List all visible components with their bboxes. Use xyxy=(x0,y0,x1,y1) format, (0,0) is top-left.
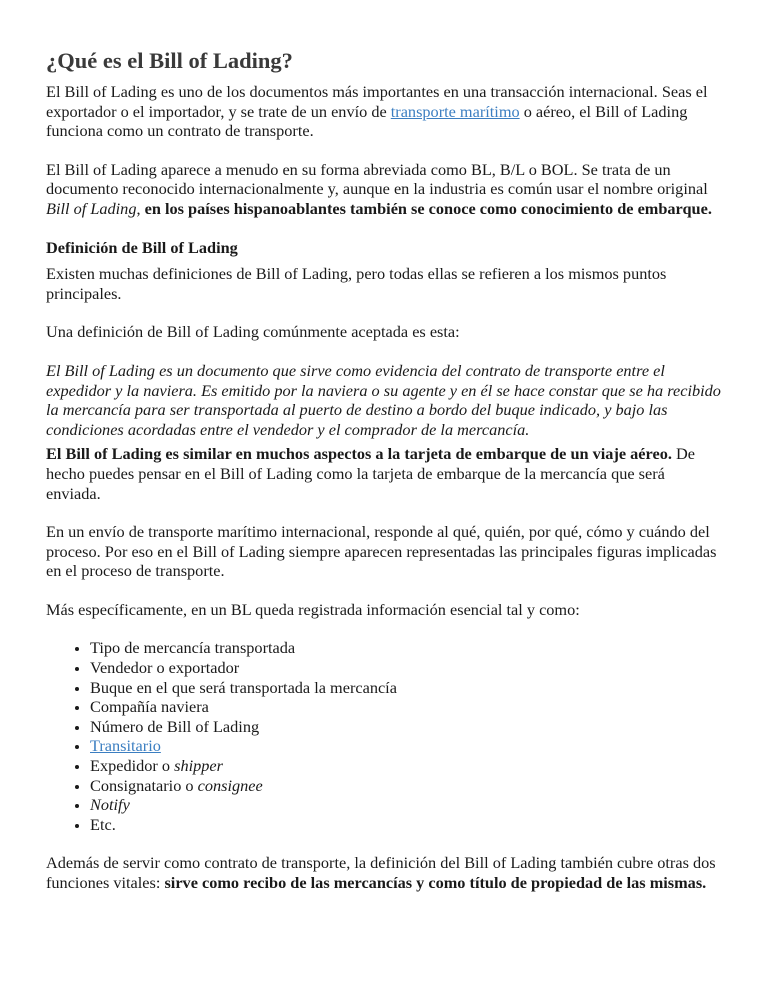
link-transporte-maritimo[interactable]: transporte marítimo xyxy=(390,101,520,121)
list-item: • Notify xyxy=(90,795,722,815)
list-item: • Tipo de mercancía transportada xyxy=(90,638,722,658)
functions-paragraph: Además de servir como contrato de transporte, la definición del Bill of Lading también cubre otras dos funciones vitales: sirve como recibo de las mercancías y como título de propiedad de las mismas. xyxy=(46,853,716,892)
definition-quote: El Bill of Lading es un documento que sirve como evidencia del contrato de transporte entre el expedidor y la naviera. Es emitido por la naviera o su agente y en él se hace constar que se ha recibido la mercancía para ser transportada al puerto de destino a bordo del buque indicado, y bajo las condiciones acordadas entre el vendedor y el comprador de la mercancía. xyxy=(46,360,721,439)
list-item: • Número de Bill of Lading xyxy=(90,717,722,737)
list-item: • Expedidor o shipper xyxy=(90,756,722,776)
list-intro: Más específicamente, en un BL queda registrada información esencial tal y como: xyxy=(46,599,580,619)
page-title: ¿Qué es el Bill of Lading? xyxy=(46,48,293,73)
definitions-paragraph: Existen muchas definiciones de Bill of Lading, pero todas ellas se refieren a los mismos puntos principales. xyxy=(46,264,667,303)
list-item: • Compañía naviera xyxy=(90,697,722,717)
list-item: • Vendedor o exportador xyxy=(90,658,722,678)
link-transitario[interactable]: Transitario xyxy=(90,736,161,756)
info-list xyxy=(46,638,722,834)
boarding-pass-paragraph: El Bill of Lading es similar en muchos aspectos a la tarjeta de embarque de un viaje aéreo. De hecho puedes pensar en el Bill of Lading como la tarjeta de embarque de la mercancía que será enviada. xyxy=(46,444,695,503)
section-heading: Definición de Bill of Lading xyxy=(46,237,238,257)
list-item: • Buque en el que será transportada la mercancía xyxy=(90,678,722,698)
list-item xyxy=(90,736,722,756)
intro-paragraph: El Bill of Lading es uno de los documentos más importantes en una transacción internacional. Seas el exportador o el importador, y se trate de un envío de transporte marítimo o aéreo, el Bill of Lading funciona como un contrato de transporte. xyxy=(46,82,708,141)
abbreviation-paragraph: El Bill of Lading aparece a menudo en su forma abreviada como BL, B/L o BOL. Se trata de un documento reconocido internacionalmente y, aunque en la industria es común usar el nombre original Bill of Lading, en los países hispanoablantes también se conoce como conocimiento de embarque. xyxy=(46,159,712,218)
list-item: • Etc. xyxy=(90,815,722,835)
list-item: • Consignatario o consignee xyxy=(90,776,722,796)
process-paragraph: En un envío de transporte marítimo internacional, responde al qué, quién, por qué, cómo y cuándo del proceso. Por eso en el Bill of Lading siempre aparecen representadas las principales figuras implicadas en el proceso de transporte. xyxy=(46,522,717,581)
definition-intro: Una definición de Bill of Lading comúnmente aceptada es esta: xyxy=(46,322,460,342)
